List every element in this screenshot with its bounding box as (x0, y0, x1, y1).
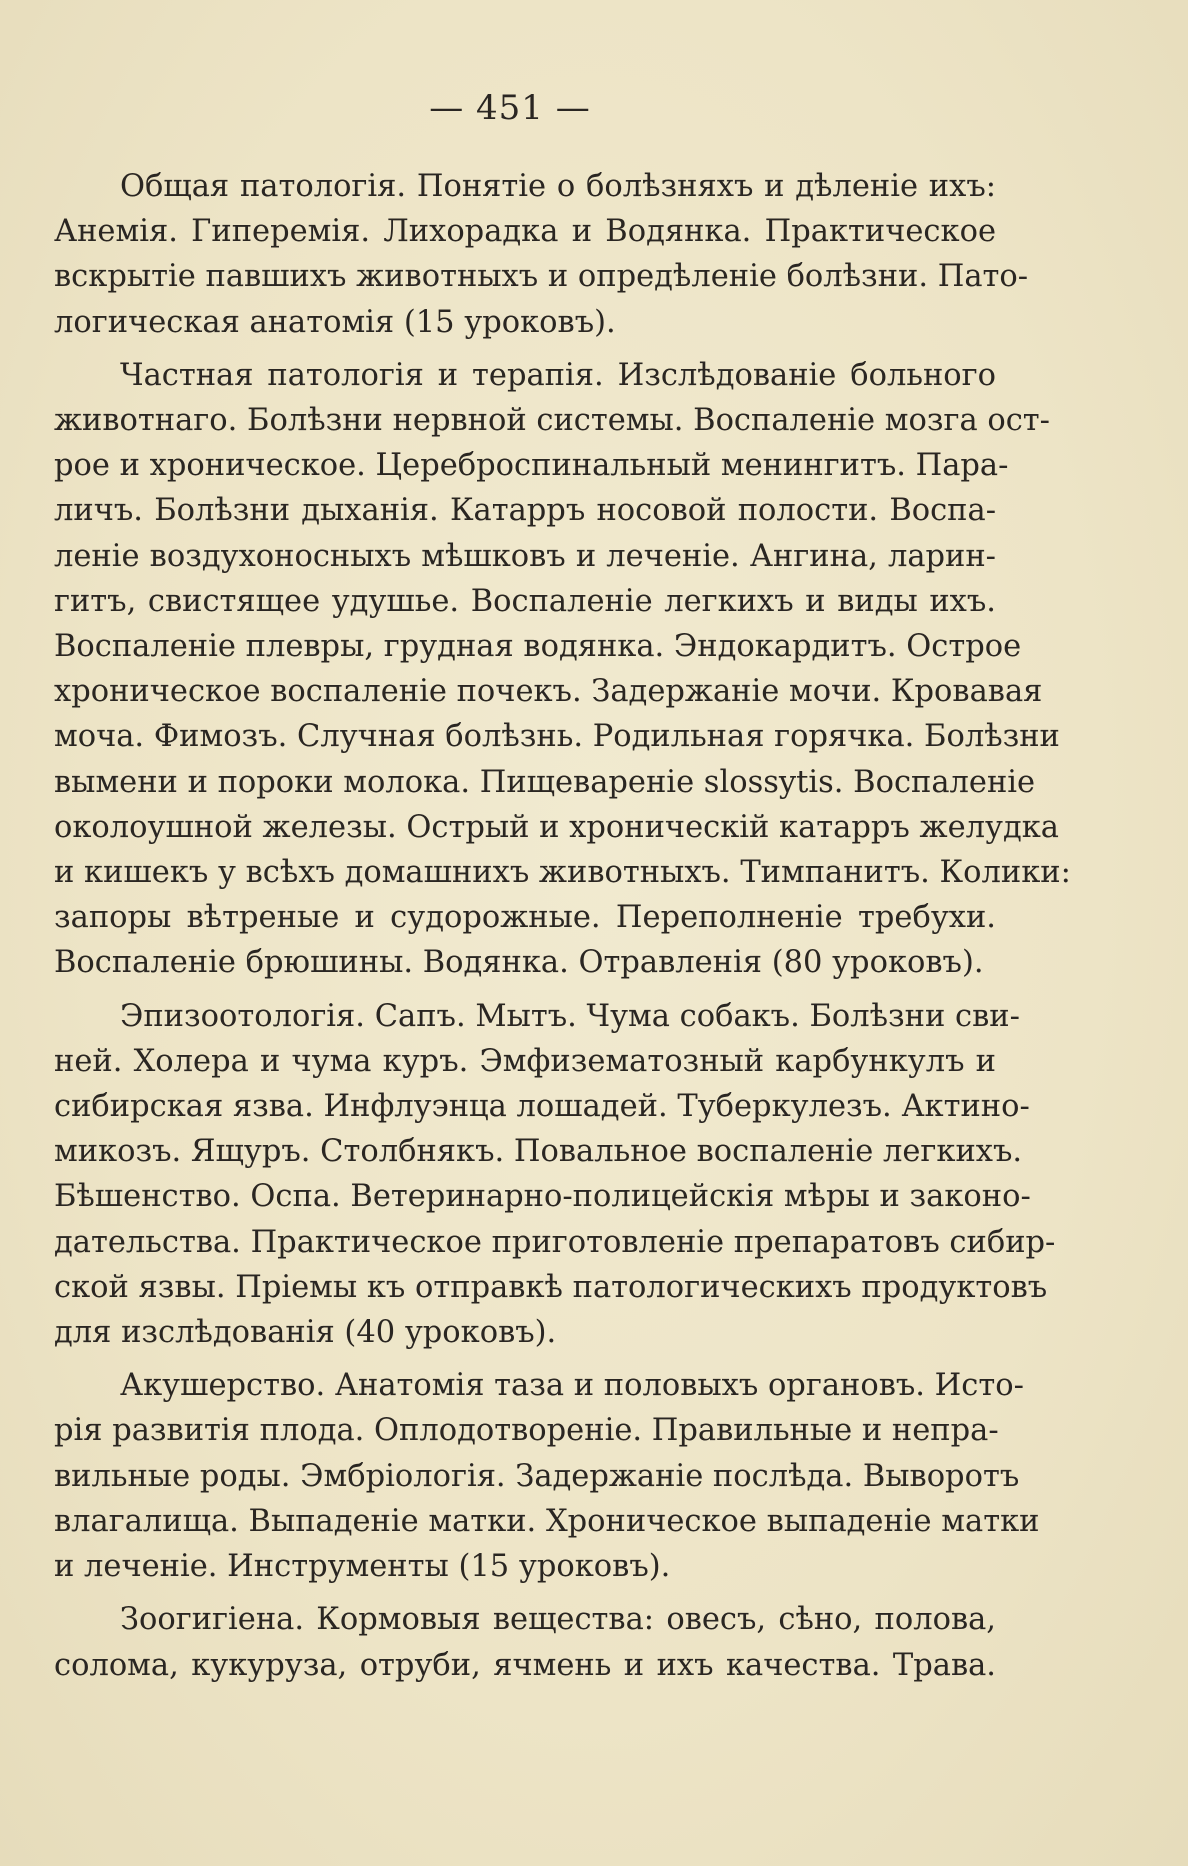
text-line: Частная патологія и терапія. Изслѣдованіе больного (120, 357, 996, 393)
paragraph-general-pathology (54, 164, 1029, 345)
text-line: и кишекъ у всѣхъ домашнихъ животныхъ. Тимпанитъ. Колики: (54, 855, 1071, 891)
text-line: хроническое воспаленіе почекъ. Задержаніе мочи. Кровавая (54, 674, 1043, 710)
body-text (54, 164, 1071, 1688)
text-line: рое и хроническое. Цереброспинальный менингитъ. Пара- (54, 448, 1009, 484)
text-line: Анемія. Гиперемія. Лихорадка и Водянка. Практическое (54, 214, 996, 250)
text-line: и леченіе. Инструменты (15 уроковъ). (54, 1549, 671, 1585)
text-line: Общая патологія. Понятіе о болѣзняхъ и дѣленіе ихъ: (120, 169, 996, 204)
text-line: животнаго. Болѣзни нервной системы. Воспаленіе мозга ост- (54, 403, 1050, 439)
text-line: сибирская язва. Инфлуэнца лошадей. Туберкулезъ. Актино- (54, 1089, 1030, 1125)
paragraph-obstetrics (54, 1363, 1040, 1589)
text-line: околоушной железы. Острый и хроническій катарръ желудка (54, 809, 1059, 845)
text-line: для изслѣдованія (40 уроковъ). (54, 1315, 557, 1351)
text-line: дательства. Практическое приготовленіе препаратовъ сибир- (54, 1224, 1056, 1260)
text-line: личъ. Болѣзни дыханія. Катарръ носовой полости. Воспа- (54, 493, 996, 529)
text-line: солома, кукуруза, отруби, ячмень и ихъ качества. Трава. (54, 1647, 996, 1683)
text-line: Воспаленіе плевры, грудная водянка. Эндокардитъ. Острое (54, 629, 1022, 665)
text-line: ской язвы. Пріемы къ отправкѣ патологическихъ продуктовъ (54, 1269, 1048, 1305)
text-line: вильные роды. Эмбріологія. Задержаніе послѣда. Выворотъ (54, 1458, 1020, 1494)
text-line: Акушерство. Анатомія таза и половыхъ органовъ. Исто- (120, 1368, 1024, 1404)
paragraph-special-pathology (54, 353, 1071, 986)
text-line: рія развитія плода. Оплодотвореніе. Правильные и непра- (54, 1413, 999, 1449)
text-line: запоры вѣтреные и судорожные. Переполненіе требухи. (54, 900, 996, 936)
text-line: вскрытіе павшихъ животныхъ и опредѣленіе болѣзни. Пато- (54, 259, 1029, 295)
text-line: микозъ. Ящуръ. Столбнякъ. Повальное воспаленіе легкихъ. (54, 1134, 1023, 1170)
text-line: ней. Холера и чума куръ. Эмфизематозный карбункулъ и (54, 1043, 996, 1079)
text-line: Эпизоотологія. Сапъ. Мытъ. Чума собакъ. Болѣзни сви- (120, 998, 1020, 1034)
text-line: Зоогигіена. Кормовыя вещества: овесъ, сѣно, полова, (120, 1602, 996, 1638)
text-line: вымени и пороки молока. Пищевареніе slossytis. Воспаленіе (54, 764, 1036, 800)
page-number: — 451 — (429, 88, 591, 128)
text-line: моча. Фимозъ. Случная болѣзнь. Родильная горячка. Болѣзни (54, 719, 1060, 755)
paragraph-epizootology (54, 994, 1056, 1356)
text-line: Воспаленіе брюшины. Водянка. Отравленія (80 уроковъ). (54, 945, 984, 981)
paragraph-zoohygiene (54, 1597, 996, 1687)
text-line: леніе воздухоносныхъ мѣшковъ и леченіе. Ангина, ларин- (54, 538, 996, 574)
text-line: логическая анатомія (15 уроковъ). (54, 304, 616, 340)
text-line: гитъ, свистящее удушье. Воспаленіе легкихъ и виды ихъ. (54, 583, 996, 619)
text-line: влагалища. Выпаденіе матки. Хроническое выпаденіе матки (54, 1503, 1040, 1539)
text-line: Бѣшенство. Оспа. Ветеринарно-полицейскія мѣры и законо- (54, 1179, 1031, 1215)
